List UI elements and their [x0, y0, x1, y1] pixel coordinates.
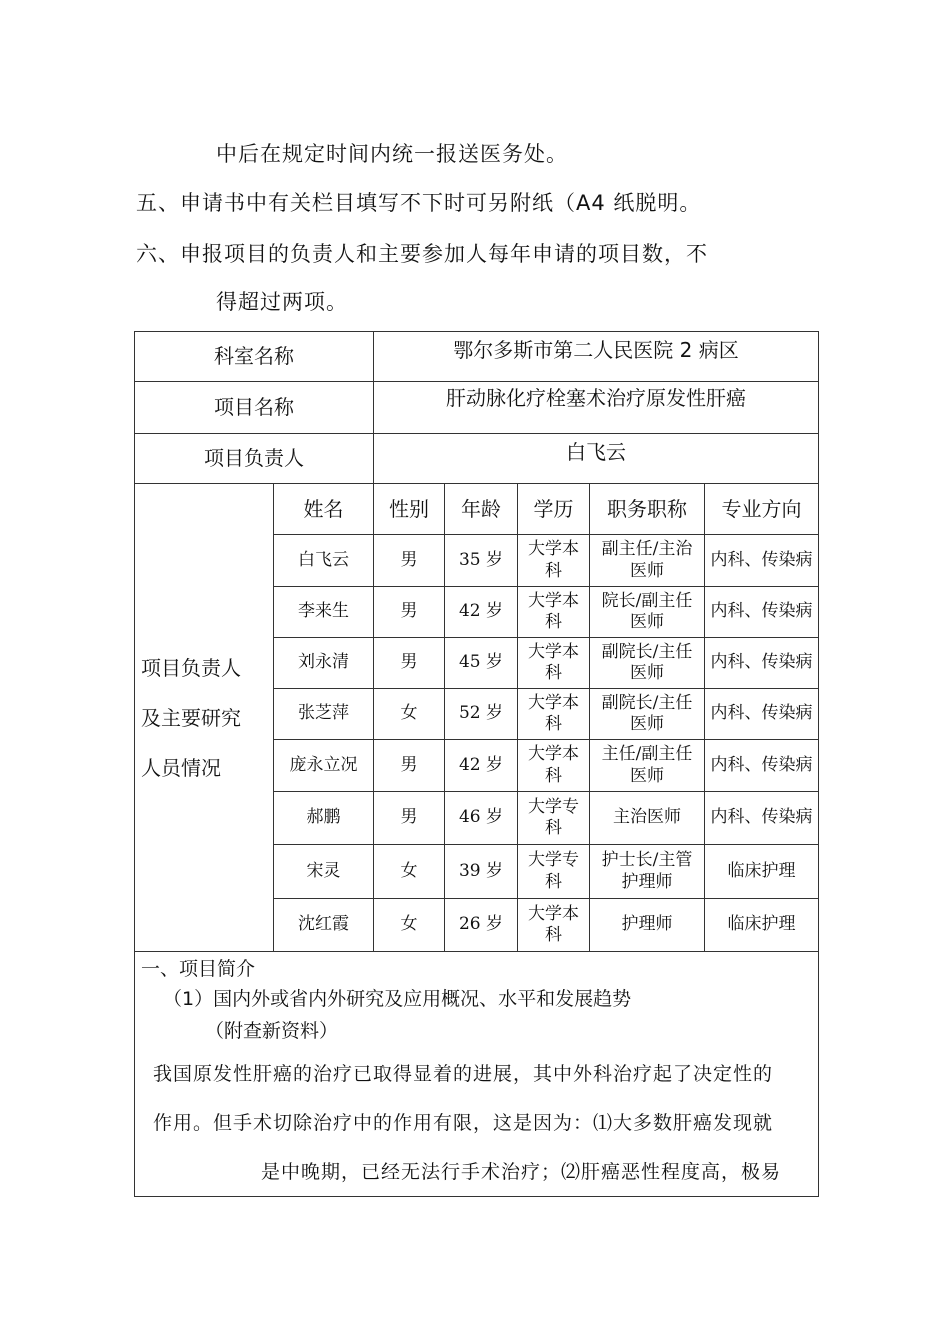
doc-line-3: 六、申报项目的负责人和主要参加人每年申请的项目数，不: [136, 242, 708, 266]
row-major: 内科、传染病: [705, 792, 819, 845]
intro-para-line-3: 是中晚期，已经无法行手术治疗；⑵肝癌恶性程度高，极易: [261, 1161, 782, 1183]
row-major: 内科、传染病: [705, 740, 819, 792]
row-title: 副院长/主任医师: [590, 689, 705, 740]
row-sex: 男: [374, 792, 445, 845]
row-title: 护士长/主管护理师: [590, 845, 705, 899]
row-title: 护理师: [590, 899, 705, 952]
staff-label-line-3: 人员情况: [141, 755, 221, 780]
row-education: 大学本科: [518, 899, 590, 952]
doc-line-1: 中后在规定时间内统一报送医务处。: [216, 142, 568, 166]
row-major: 内科、传染病: [705, 689, 819, 740]
row-age: 26 岁: [445, 899, 518, 952]
row-education: 大学本科: [518, 535, 590, 587]
intro-sub1: （1）国内外或省内外研究及应用概况、水平和发展趋势: [163, 988, 632, 1010]
row-education: 大学本科: [518, 689, 590, 740]
row-education: 大学本科: [518, 587, 590, 638]
row-title: 副院长/主任医师: [590, 638, 705, 689]
row-sex: 女: [374, 689, 445, 740]
staff-label-line-1: 项目负责人: [141, 655, 241, 680]
row-age: 42 岁: [445, 740, 518, 792]
intro-heading: 一、项目简介: [141, 958, 256, 980]
row-title: 主任/副主任医师: [590, 740, 705, 792]
row-name: 张芝萍: [274, 689, 374, 740]
doc-line-2: 五、申请书中有关栏目填写不下时可另附纸（A4 纸脱明。: [136, 191, 702, 215]
row-sex: 男: [374, 535, 445, 587]
row-sex: 男: [374, 587, 445, 638]
row-major: 内科、传染病: [705, 638, 819, 689]
row-title: 院长/副主任医师: [590, 587, 705, 638]
project-intro: [135, 952, 819, 1197]
project-value: 肝动脉化疗栓塞术治疗原发性肝癌: [374, 382, 819, 434]
row-name: 沈红霞: [274, 899, 374, 952]
header-name: 姓名: [274, 484, 374, 535]
row-title: 主治医师: [590, 792, 705, 845]
application-table: [134, 331, 819, 1197]
row-name: 李来生: [274, 587, 374, 638]
header-age: 年龄: [445, 484, 518, 535]
dept-label: 科室名称: [135, 332, 374, 382]
row-major: 临床护理: [705, 899, 819, 952]
intro-para-line-1: 我国原发性肝癌的治疗已取得显着的进展，其中外科治疗起了决定性的: [153, 1063, 774, 1085]
row-age: 45 岁: [445, 638, 518, 689]
row-major: 内科、传染病: [705, 587, 819, 638]
row-name: 庞永立况: [274, 740, 374, 792]
staff-label-line-2: 及主要研究: [141, 705, 241, 730]
row-education: 大学本科: [518, 740, 590, 792]
row-name: 郝鹏: [274, 792, 374, 845]
row-education: 大学专科: [518, 845, 590, 899]
row-age: 52 岁: [445, 689, 518, 740]
row-major: 临床护理: [705, 845, 819, 899]
row-name: 宋灵: [274, 845, 374, 899]
row-sex: 女: [374, 899, 445, 952]
staff-section-label: [135, 484, 274, 952]
row-age: 39 岁: [445, 845, 518, 899]
intro-para-line-2: 作用。但手术切除治疗中的作用有限，这是因为：⑴大多数肝癌发现就: [153, 1112, 774, 1134]
header-title: 职务职称: [590, 484, 705, 535]
row-major: 内科、传染病: [705, 535, 819, 587]
row-sex: 男: [374, 638, 445, 689]
leader-value: 白飞云: [374, 434, 819, 484]
header-major: 专业方向: [705, 484, 819, 535]
header-sex: 性别: [374, 484, 445, 535]
project-label: 项目名称: [135, 382, 374, 434]
row-name: 白飞云: [274, 535, 374, 587]
header-education: 学历: [518, 484, 590, 535]
leader-label: 项目负责人: [135, 434, 374, 484]
row-name: 刘永清: [274, 638, 374, 689]
row-age: 35 岁: [445, 535, 518, 587]
row-age: 42 岁: [445, 587, 518, 638]
row-age: 46 岁: [445, 792, 518, 845]
doc-line-4: 得超过两项。: [216, 290, 348, 314]
row-sex: 女: [374, 845, 445, 899]
intro-sub2: （附查新资料）: [205, 1020, 339, 1042]
row-education: 大学专科: [518, 792, 590, 845]
row-title: 副主任/主治医师: [590, 535, 705, 587]
row-sex: 男: [374, 740, 445, 792]
dept-value: 鄂尔多斯市第二人民医院 2 病区: [374, 332, 819, 382]
row-education: 大学本科: [518, 638, 590, 689]
